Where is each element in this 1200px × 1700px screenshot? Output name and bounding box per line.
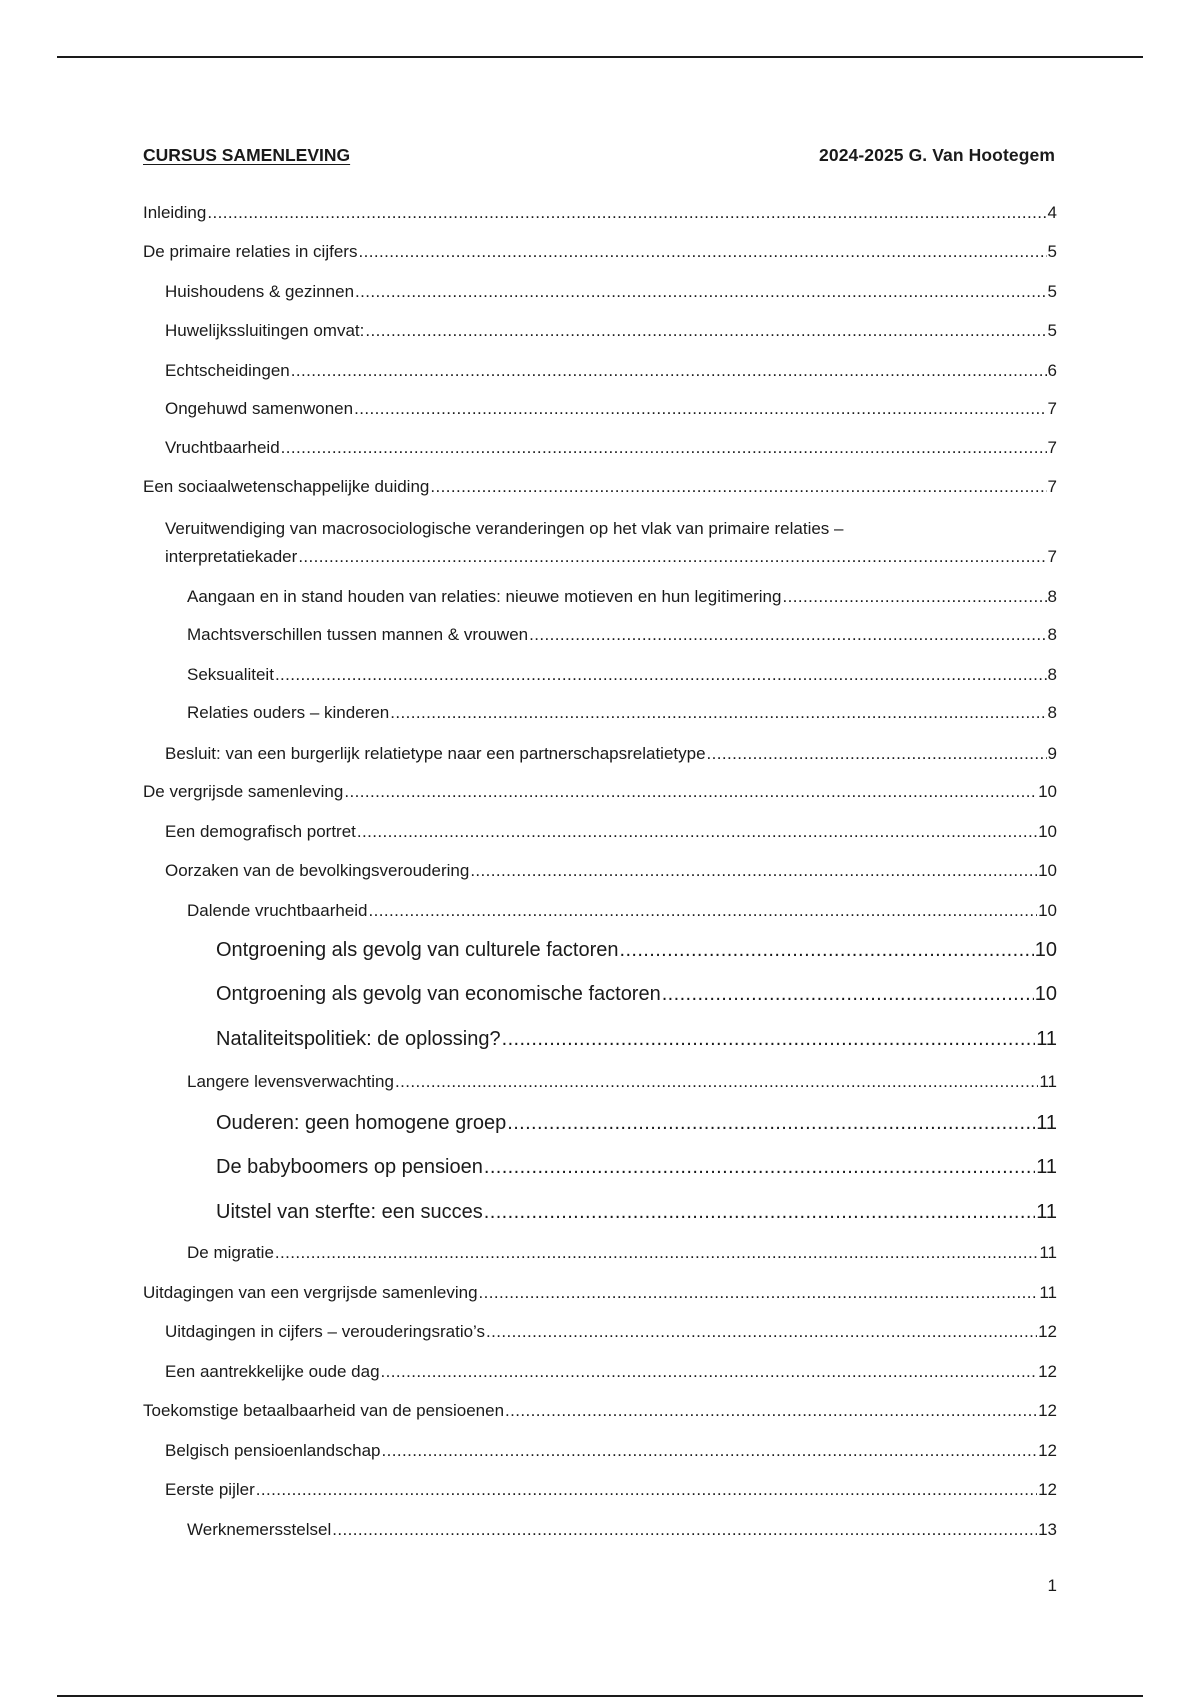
toc-entry[interactable] [165,740,1057,768]
toc-title: Oorzaken van de bevolkingsveroudering [165,861,470,880]
toc-title: interpretatiekader [165,547,298,566]
toc-page-number: 10 [1034,983,1057,1005]
toc-title: Nataliteitspolitiek: de oplossing? [216,1028,501,1050]
toc-title: Langere levensverwachting [187,1072,394,1091]
toc-entry[interactable] [216,1153,1057,1181]
toc-title: De primaire relaties in cijfers [143,242,358,261]
toc-page-number: 12 [1038,1480,1057,1499]
toc-entry[interactable] [187,1516,1057,1544]
toc-page-number: 8 [1047,665,1057,684]
toc-title: Huishoudens & gezinnen [165,282,355,301]
toc-entry[interactable] [165,818,1057,846]
toc-page-number: 8 [1047,587,1057,606]
toc-entry[interactable] [165,1437,1057,1465]
toc-entry[interactable] [165,1476,1057,1504]
year-author: 2024-2025 G. Van Hootegem [819,145,1055,165]
toc-title: Seksualiteit [187,665,274,684]
course-title: CURSUS SAMENLEVING [143,145,351,165]
toc-entry[interactable] [143,778,1057,806]
toc-title: Besluit: van een burgerlijk relatietype naar een partnerschapsrelatietype [165,744,706,763]
toc-entry[interactable] [165,278,1057,306]
toc-page-number: 11 [1036,1201,1057,1223]
toc-entry[interactable] [165,1358,1057,1386]
toc-entry[interactable] [216,936,1057,964]
toc-page-number: 10 [1038,782,1057,801]
toc-entry[interactable] [143,473,1057,501]
toc-title: Een aantrekkelijke oude dag [165,1362,380,1381]
toc-title: Ouderen: geen homogene groep [216,1112,507,1134]
toc-title: Dalende vruchtbaarheid [187,901,368,920]
toc-page-number: 7 [1047,547,1057,566]
toc-title: Inleiding [143,203,207,222]
toc-entry[interactable] [165,857,1057,885]
toc-page-number: 5 [1047,282,1057,301]
toc-page-number: 8 [1047,625,1057,644]
toc-title: Ongehuwd samenwonen [165,399,354,418]
toc-page-number: 13 [1038,1520,1057,1539]
toc-title: Een sociaalwetenschappelijke duiding [143,477,430,496]
toc-page-number: 11 [1039,1072,1057,1091]
toc-title: Relaties ouders – kinderen [187,703,390,722]
toc-entry[interactable] [216,1198,1057,1226]
toc-page-number: 12 [1038,1362,1057,1381]
toc-title: Ontgroening als gevolg van economische factoren [216,983,661,1005]
toc-entry[interactable] [165,434,1057,462]
toc-entry[interactable] [187,897,1057,925]
toc-entry[interactable] [143,199,1057,227]
toc-entry[interactable] [143,1279,1057,1307]
toc-entry[interactable] [165,515,1057,571]
toc-page-number: 11 [1039,1283,1057,1302]
toc-title: Ontgroening als gevolg van culturele factoren [216,939,619,961]
toc-entry[interactable] [165,357,1057,385]
toc-entry[interactable] [187,661,1057,689]
toc-page-number: 10 [1034,939,1057,961]
toc-entry[interactable] [165,395,1057,423]
toc-entry[interactable] [216,1109,1057,1137]
toc-title: Werknemersstelsel [187,1520,332,1539]
toc-title: Eerste pijler [165,1480,255,1499]
toc-page-number: 5 [1047,242,1057,261]
toc-title: Uitdagingen van een vergrijsde samenleving [143,1283,478,1302]
toc-title: Vruchtbaarheid [165,438,280,457]
page-number: 1 [1047,1576,1057,1595]
toc-title: De migratie [187,1243,274,1262]
toc-page-number: 7 [1047,438,1057,457]
toc-entry[interactable] [187,699,1057,727]
toc-title: Huwelijkssluitingen omvat: [165,321,365,340]
toc-title: De vergrijsde samenleving [143,782,344,801]
toc-page-number: 11 [1036,1156,1057,1178]
toc-page-number: 4 [1047,203,1057,222]
toc-title: De babyboomers op pensioen [216,1156,483,1178]
toc-page-number: 8 [1047,703,1057,722]
toc-entry[interactable] [216,980,1057,1008]
toc-page-number: 11 [1036,1112,1057,1134]
toc-entry[interactable] [216,1025,1057,1053]
toc-page-number: 10 [1038,822,1057,841]
toc-page-number: 12 [1038,1441,1057,1460]
toc-title: Uitdagingen in cijfers – verouderingsratio’s [165,1322,486,1341]
toc-entry[interactable] [165,1318,1057,1346]
toc-page-number: 11 [1036,1028,1057,1050]
toc-page-number: 11 [1039,1243,1057,1262]
toc-title: Toekomstige betaalbaarheid van de pensioenen [143,1401,505,1420]
toc-entry[interactable] [187,621,1057,649]
toc-entry[interactable] [143,238,1057,266]
toc-entry[interactable] [143,1397,1057,1425]
toc-page-number: 10 [1038,861,1057,880]
toc-page-number: 10 [1038,901,1057,920]
toc-title: Machtsverschillen tussen mannen & vrouwen [187,625,529,644]
toc-title: Belgisch pensioenlandschap [165,1441,381,1460]
toc-entry[interactable] [187,583,1057,611]
toc-entry[interactable] [187,1068,1057,1096]
toc-page-number: 12 [1038,1401,1057,1420]
toc-page-number: 5 [1047,321,1057,340]
toc-title-line1: Veruitwendiging van macrosociologische veranderingen op het vlak van primaire relaties – [165,519,844,538]
toc-entry[interactable] [187,1239,1057,1267]
toc-title: Uitstel van sterfte: een succes [216,1201,483,1223]
toc-title: Aangaan en in stand houden van relaties: nieuwe motieven en hun legitimering [187,587,782,606]
bottom-rule [57,1695,1143,1697]
toc-page-number: 12 [1038,1322,1057,1341]
toc-title: Echtscheidingen [165,361,290,380]
toc-page-number: 7 [1047,399,1057,418]
toc-entry[interactable] [165,317,1057,345]
toc-title: Een demografisch portret [165,822,356,841]
toc-page-number: 6 [1047,361,1057,380]
toc-page-number: 7 [1047,477,1057,496]
toc-page-number: 9 [1047,744,1057,763]
